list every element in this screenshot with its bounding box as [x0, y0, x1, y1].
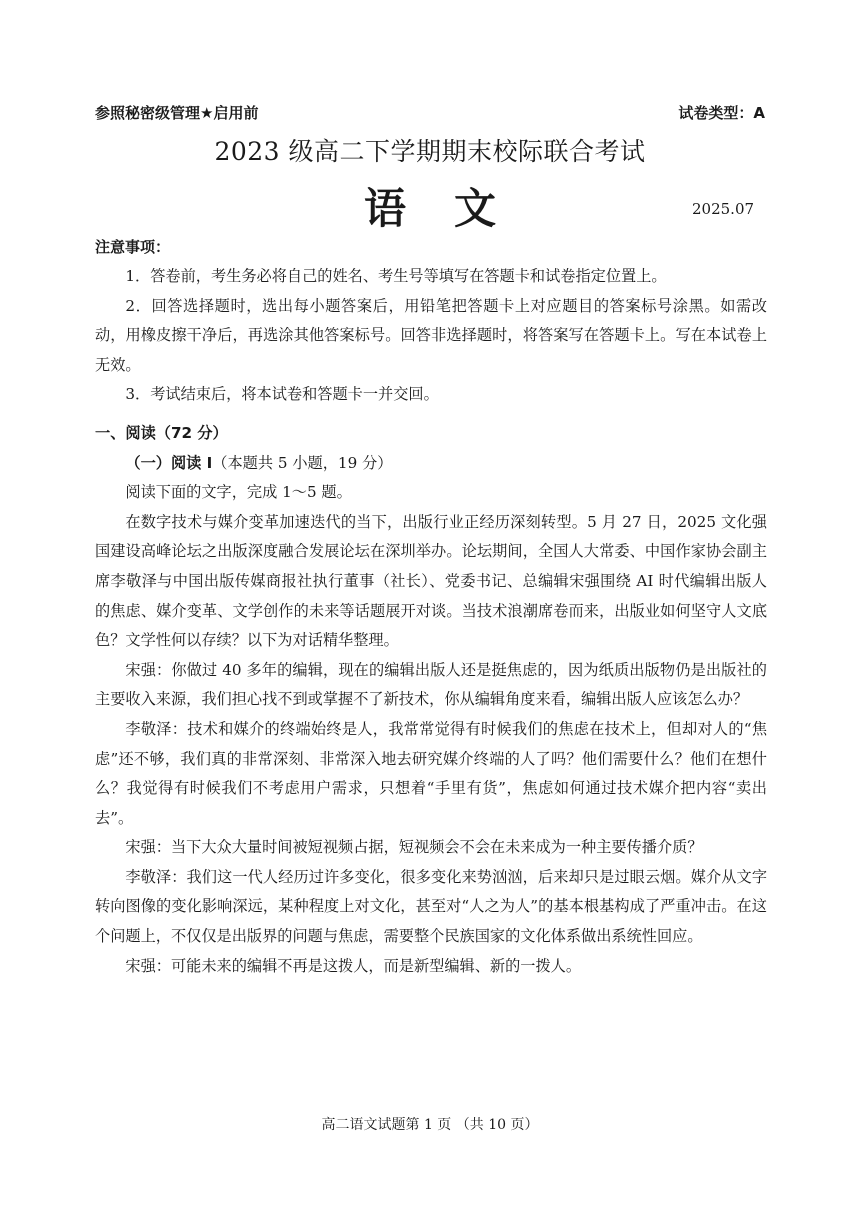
note-item: 3．考试结束后，将本试卷和答题卡一并交回。 [125, 385, 439, 404]
speaker-name: 李敬泽： [125, 719, 188, 738]
sub-section-heading [95, 449, 767, 479]
notes-heading: 注意事项： [95, 238, 171, 256]
speaker-name: 宋强： [125, 956, 171, 975]
dialogue-text: 你做过 40 多年的编辑，现在的编辑出版人还是挺焦虑的，因为纸质出版物仍是出版社的主要收入来源，我们担心找不到或掌握不了新技术，你从编辑角度来看，编辑出版人应该怎么办？ [95, 660, 767, 709]
speaker-name: 李敬泽： [125, 867, 187, 886]
speaker-name: 宋强： [125, 660, 172, 679]
subject-title: 语文 [363, 184, 544, 233]
dialogue-text: 我们这一代人经历过许多变化，很多变化来势汹汹，后来却只是过眼云烟。媒介从文字转向图像的变化影响深远，某种程度上对文化，甚至对“人之为人”的基本根基构成了严重冲击。在这个问题上，不仅仅是出版界的问题与焦虑，需要整个民族国家的文化体系做出系统性回应。 [95, 867, 768, 946]
page-footer: 高二语文试题第 1 页 （共 10 页） [321, 1117, 539, 1133]
exam-body [95, 262, 767, 981]
section-heading: 一、阅读（72 分） [95, 423, 228, 442]
paper-type-label: 试卷类型：A [678, 104, 765, 122]
note-item: 2．回答选择题时，选出每小题答案后，用铅笔把答题卡上对应题目的答案标号涂黑。如需改动，用橡皮擦干净后，再选涂其他答案标号。回答非选择题时，将答案写在答题卡上。写在本试卷上无效。 [95, 296, 767, 374]
dialogue-paragraph [95, 656, 767, 715]
reading-instruction: 阅读下面的文字，完成 1～5 题。 [125, 483, 352, 502]
passage-intro: 在数字技术与媒介变革加速迭代的当下，出版行业正经历深刻转型。5 月 27 日，2025 文化强国建设高峰论坛之出版深度融合发展论坛在深圳举办。论坛期间，全国人大常委、中国作家协会副主席李敬泽与中国出版传媒商报社执行董事（社长）、党委书记、总编辑宋强围绕 AI 时代编辑出版人的焦虑、媒介变革、文学创作的未来等话题展开对谈。当技术浪潮席卷而来，出版业如何坚守人文底色？文学性何以存续？以下为对话精华整理。 [95, 512, 767, 650]
note-item: 1．答卷前，考生务必将自己的姓名、考生号等填写在答题卡和试卷指定位置上。 [125, 267, 667, 285]
dialogue-text: 当下大众大量时间被短视频占据，短视频会不会在未来成为一种主要传播介质？ [170, 838, 703, 857]
dialogue-paragraph [95, 715, 767, 833]
dialogue-paragraph [95, 833, 767, 863]
dialogue-paragraph [95, 863, 767, 952]
exam-title: 2023 级高二下学期期末校际联合考试 [214, 137, 646, 166]
dialogue-text: 技术和媒介的终端始终是人，我常常觉得有时候我们的焦虑在技术上，但却对人的“焦虑”还不够，我们真的非常深刻、非常深入地去研究媒介终端的人了吗？他们需要什么？他们在想什么？我觉得有时候我们不考虑用户需求，只想着“手里有货”，焦虑如何通过技术媒介把内容“卖出去”。 [95, 719, 768, 827]
secrecy-label: 参照秘密级管理★启用前 [95, 104, 259, 122]
dialogue-text: 可能未来的编辑不再是这拨人，而是新型编辑、新的一拨人。 [170, 956, 582, 975]
speaker-name: 宋强： [125, 838, 171, 857]
dialogue-paragraph [95, 952, 767, 982]
exam-date: 2025.07 [692, 200, 755, 218]
sub-section-info: （本题共 5 小题，19 分） [212, 453, 393, 472]
sub-section-title: （一）阅读 I [125, 453, 213, 472]
